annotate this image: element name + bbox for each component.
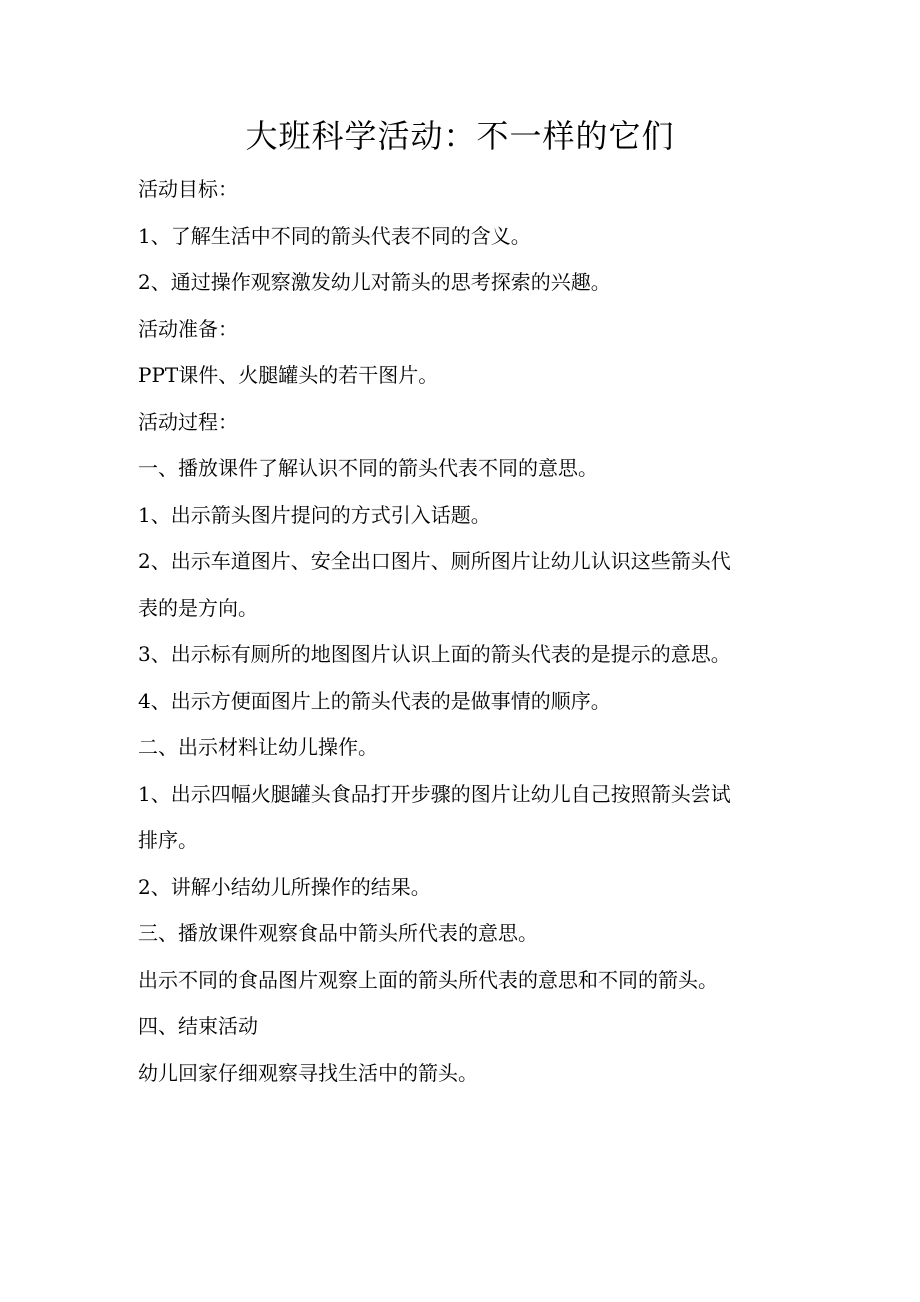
closing-text: 幼儿回家仔细观察寻找生活中的箭头。 (138, 1060, 478, 1085)
heading-process: 活动过程： (138, 409, 238, 434)
process-step: 1、出示四幅火腿罐头食品打开步骤的图片让幼儿自己按照箭头尝试 (138, 781, 731, 806)
process-step: 1、出示箭头图片提问的方式引入话题。 (138, 502, 491, 527)
document-title: 大班科学活动：不一样的它们 (245, 117, 675, 155)
heading-goals: 活动目标： (138, 177, 238, 201)
process-section-4: 四、结束活动 (138, 1014, 258, 1038)
process-step-continued: 表的是方向。 (138, 595, 258, 620)
process-step: 4、出示方便面图片上的箭头代表的是做事情的顺序。 (138, 688, 611, 713)
goal-item-1: 1、了解生活中不同的箭头代表不同的含义。 (138, 223, 531, 248)
preparation-text: PPT课件、火腿罐头的若干图片。 (138, 363, 439, 387)
goal-item-2: 2、通过操作观察激发幼儿对箭头的思考探索的兴趣。 (138, 270, 611, 294)
process-step-continued: 排序。 (138, 828, 198, 852)
process-step: 3、出示标有厕所的地图图片认识上面的箭头代表的是提示的意思。 (138, 642, 731, 666)
document-body (138, 166, 788, 1096)
process-section-2: 二、出示材料让幼儿操作。 (138, 735, 378, 759)
process-section-3: 三、播放课件观察食品中箭头所代表的意思。 (138, 921, 538, 945)
heading-preparation: 活动准备： (138, 316, 238, 341)
process-step: 2、讲解小结幼儿所操作的结果。 (138, 874, 431, 899)
process-section-1: 一、播放课件了解认识不同的箭头代表不同的意思。 (138, 456, 598, 480)
process-step: 2、出示车道图片、安全出口图片、厕所图片让幼儿认识这些箭头代 (138, 549, 731, 573)
process-step: 出示不同的食品图片观察上面的箭头所代表的意思和不同的箭头。 (138, 967, 718, 992)
